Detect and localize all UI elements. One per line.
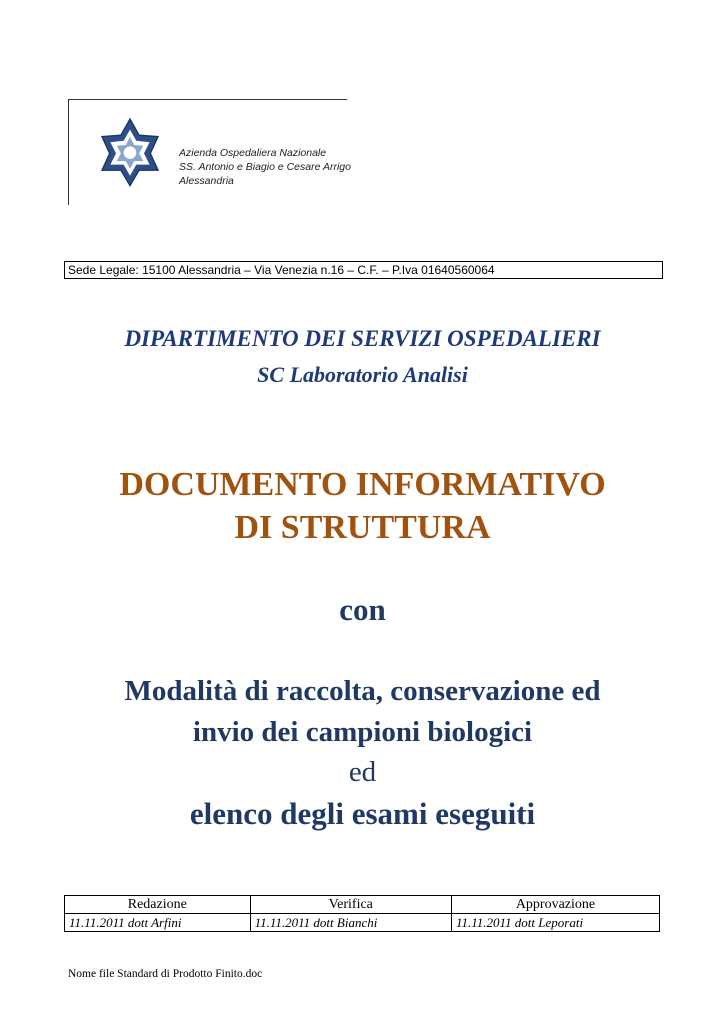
- header-redazione: Redazione: [65, 896, 251, 914]
- signature-values-row: [65, 914, 660, 932]
- subtitle-line-1: Modalità di raccolta, conservazione ed: [124, 675, 601, 707]
- sede-legale-box: Sede Legale: 15100 Alessandria – Via Venezia n.16 – C.F. – P.Iva 01640560064: [64, 261, 663, 279]
- footer-filename: Nome file Standard di Prodotto Finito.doc: [68, 968, 263, 980]
- document-title-line-2: DI STRUTTURA: [234, 509, 491, 546]
- logo-frame: [68, 99, 351, 205]
- value-redazione: 11.11.2011 dott Arfini: [65, 914, 251, 932]
- hospital-star-logo-icon: [95, 117, 165, 187]
- value-verifica: 11.11.2011 dott Bianchi: [250, 914, 451, 932]
- logo-text: [179, 146, 351, 188]
- document-title-line-1: DOCUMENTO INFORMATIVO: [119, 466, 606, 503]
- subtitle-line-2: invio dei campioni biologici: [192, 716, 533, 748]
- subtitle-joiner: ed: [348, 756, 377, 788]
- logo-line-3: Alessandria: [179, 175, 234, 187]
- subtitle-line-3: elenco degli esami eseguiti: [189, 796, 536, 831]
- department-unit: SC Laboratorio Analisi: [257, 362, 468, 387]
- connector-text: con: [339, 592, 386, 627]
- signature-table: [64, 895, 660, 932]
- value-approvazione: 11.11.2011 dott Leporati: [451, 914, 659, 932]
- logo-line-2: SS. Antonio e Biagio e Cesare Arrigo: [179, 161, 351, 173]
- header-approvazione: Approvazione: [451, 896, 659, 914]
- signature-header-row: [65, 896, 660, 914]
- department-name: DIPARTIMENTO DEI SERVIZI OSPEDALIERI: [124, 326, 601, 351]
- header-verifica: Verifica: [250, 896, 451, 914]
- logo-line-1: Azienda Ospedaliera Nazionale: [179, 147, 327, 159]
